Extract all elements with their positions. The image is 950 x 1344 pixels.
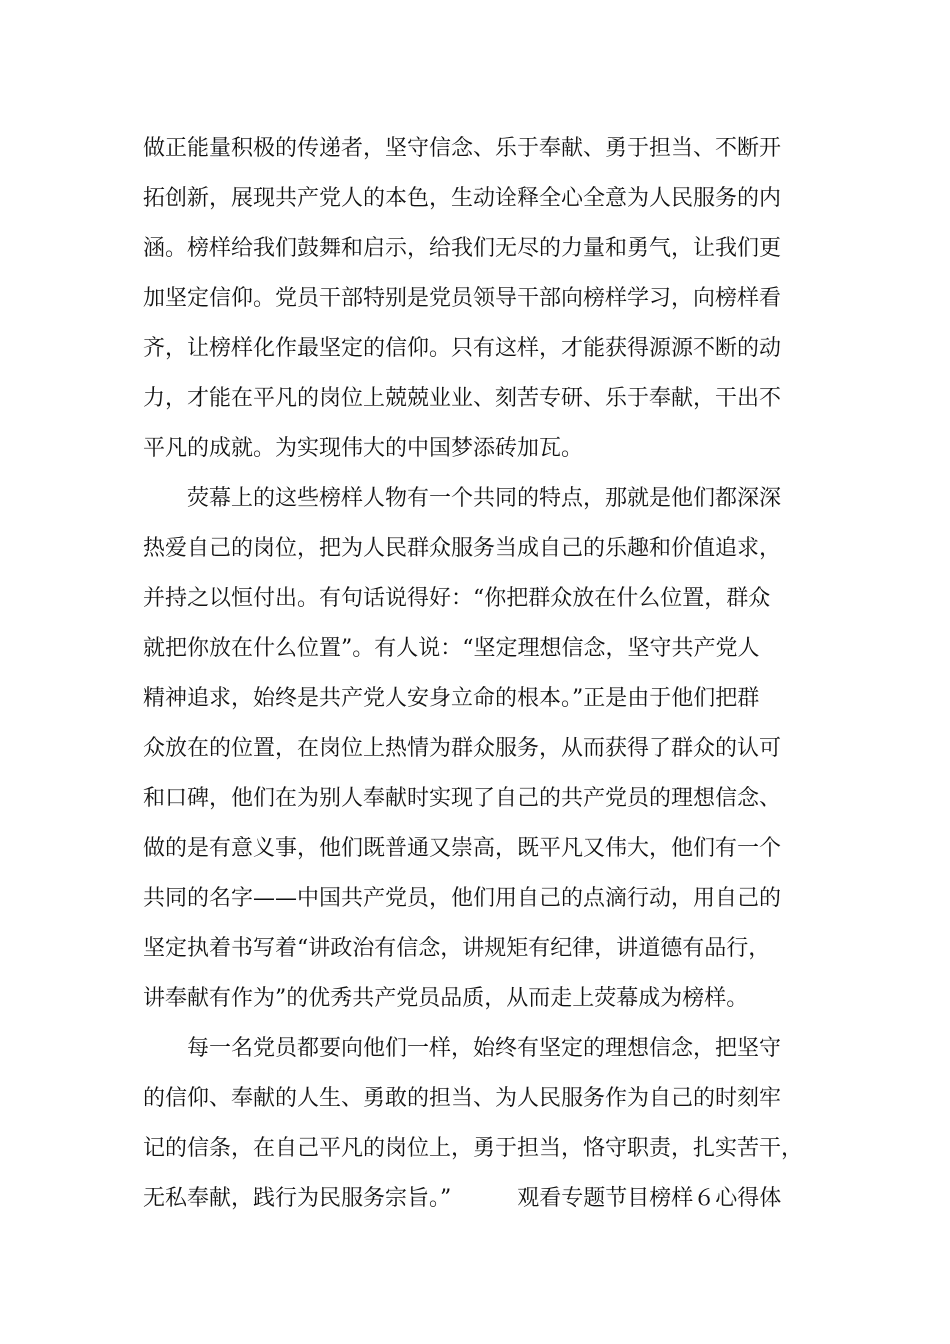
text-line: 的信仰、奉献的人生、勇敢的担当、为人民服务作为自己的时刻牢 <box>143 1086 782 1111</box>
text-line: 力，才能在平凡的岗位上兢兢业业、刻苦专研、乐于奉献，干出不 <box>143 386 782 411</box>
text-line: 做的是有意义事，他们既普通又崇高，既平凡又伟大，他们有一个 <box>143 836 782 861</box>
text-line: 记的信条，在自己平凡的岗位上，勇于担当，恪守职责，扎实苦干， <box>143 1136 804 1161</box>
text-line: 拓创新，展现共产党人的本色，生动诠释全心全意为人民服务的内 <box>143 186 782 211</box>
text-line: 并持之以恒付出。有句话说得好：“你把群众放在什么位置，群众 <box>143 586 771 611</box>
text-line: 涵。榜样给我们鼓舞和启示，给我们无尽的力量和勇气，让我们更 <box>143 236 782 261</box>
text-line: 齐，让榜样化作最坚定的信仰。只有这样，才能获得源源不断的动 <box>143 336 782 361</box>
text-line: 平凡的成就。为实现伟大的中国梦添砖加瓦。 <box>143 436 584 461</box>
text-line: 无私奉献，践行为民服务宗旨。” 观看专题节目榜样６心得体 <box>143 1186 782 1211</box>
paragraph-start-line: 每一名党员都要向他们一样，始终有坚定的理想信念，把坚守 <box>187 1036 782 1061</box>
text-line: 做正能量积极的传递者，坚守信念、乐于奉献、勇于担当、不断开 <box>143 136 782 161</box>
text-line: 热爱自己的岗位，把为人民群众服务当成自己的乐趣和价值追求， <box>143 536 782 561</box>
paragraph-start-line: 荧幕上的这些榜样人物有一个共同的特点，那就是他们都深深 <box>187 486 782 511</box>
text-line: 坚定执着书写着“讲政治有信念，讲规矩有纪律，讲道德有品行， <box>143 936 771 961</box>
text-line: 众放在的位置，在岗位上热情为群众服务，从而获得了群众的认可 <box>143 736 782 761</box>
text-line: 精神追求，始终是共产党人安身立命的根本。”正是由于他们把群 <box>143 686 760 711</box>
text-line: 和口碑，他们在为别人奉献时实现了自己的共产党员的理想信念、 <box>143 786 782 811</box>
text-line: 加坚定信仰。党员干部特别是党员领导干部向榜样学习，向榜样看 <box>143 286 782 311</box>
text-line: 讲奉献有作为”的优秀共产党员品质，从而走上荧幕成为榜样。 <box>143 986 749 1011</box>
text-line: 共同的名字——中国共产党员，他们用自己的点滴行动，用自己的 <box>143 886 782 911</box>
text-line: 就把你放在什么位置”。有人说：“坚定理想信念，坚守共产党人 <box>143 636 760 661</box>
